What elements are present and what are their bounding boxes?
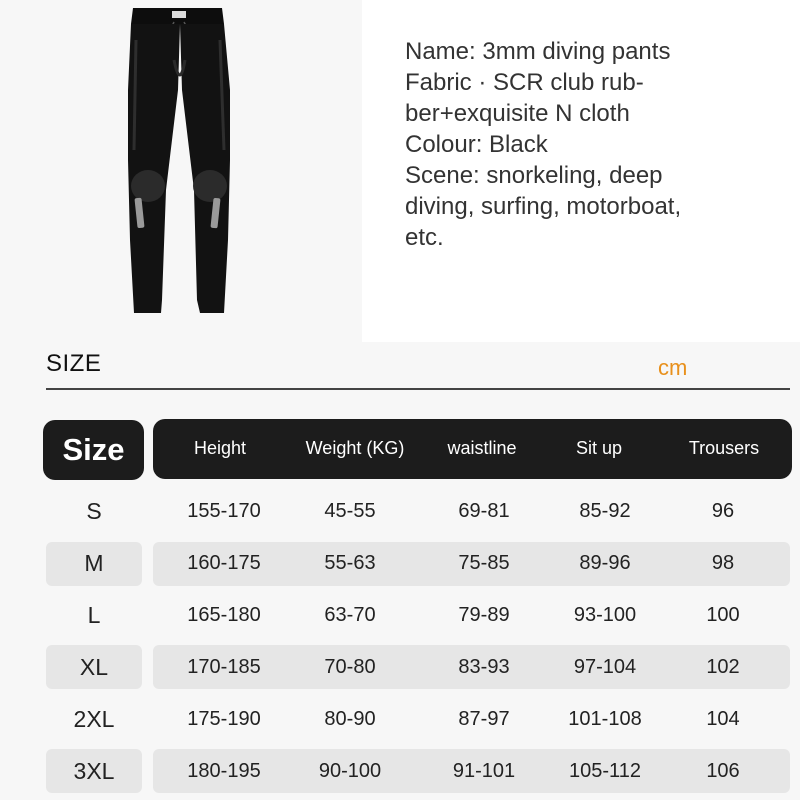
table-cell-height: 170-185 bbox=[187, 655, 261, 678]
table-cell-waistline: 75-85 bbox=[458, 551, 510, 574]
table-cell-trousers: 106 bbox=[706, 759, 740, 782]
description-scene-2: diving, surfing, motorboat, bbox=[405, 193, 682, 220]
table-cell-weight: 63-70 bbox=[324, 603, 376, 626]
table-cell-trousers: 100 bbox=[706, 603, 740, 626]
description-fabric-2: ber+exquisite N cloth bbox=[405, 100, 630, 127]
description-name: Name: 3mm diving pants bbox=[405, 38, 671, 65]
table-cell-sit-up: 105-112 bbox=[569, 759, 641, 782]
table-cell-waistline: 69-81 bbox=[458, 499, 510, 522]
diving-pants-image bbox=[100, 0, 260, 320]
table-cell-waistline: 79-89 bbox=[458, 603, 510, 626]
table-cell-weight: 80-90 bbox=[324, 707, 376, 730]
table-cell-trousers: 96 bbox=[711, 499, 735, 522]
description-scene-3: etc. bbox=[405, 224, 444, 251]
description-colour: Colour: Black bbox=[405, 131, 548, 158]
table-cell-sit-up: 97-104 bbox=[573, 655, 637, 678]
size-label: M bbox=[84, 549, 104, 576]
section-divider bbox=[46, 388, 790, 390]
size-label: S bbox=[86, 497, 102, 524]
table-cell-weight: 55-63 bbox=[324, 551, 376, 574]
table-cell-height: 155-170 bbox=[187, 499, 261, 522]
header-weight: Weight (KG) bbox=[305, 437, 405, 458]
size-column-header: Size bbox=[43, 420, 144, 480]
size-label: 3XL bbox=[73, 757, 115, 784]
header-trousers: Trousers bbox=[688, 437, 760, 458]
description-scene-1: Scene: snorkeling, deep bbox=[405, 162, 663, 189]
size-section-title: SIZE bbox=[46, 350, 102, 377]
table-header bbox=[153, 419, 792, 479]
table-cell-sit-up: 101-108 bbox=[568, 707, 642, 730]
table-cell-height: 165-180 bbox=[187, 603, 261, 626]
header-sit-up: Sit up bbox=[575, 437, 623, 458]
size-label: XL bbox=[79, 653, 109, 680]
table-cell-sit-up: 85-92 bbox=[579, 499, 631, 522]
table-cell-waistline: 83-93 bbox=[458, 655, 510, 678]
size-label: L bbox=[87, 601, 101, 628]
table-cell-trousers: 102 bbox=[706, 655, 740, 678]
table-cell-weight: 70-80 bbox=[324, 655, 376, 678]
size-label: 2XL bbox=[73, 705, 115, 732]
header-waistline: waistline bbox=[447, 437, 517, 458]
table-cell-weight: 45-55 bbox=[324, 499, 376, 522]
table-cell-height: 160-175 bbox=[187, 551, 261, 574]
description-fabric-1: Fabric · SCR club rub- bbox=[405, 69, 644, 96]
table-cell-trousers: 104 bbox=[706, 707, 740, 730]
table-cell-height: 175-190 bbox=[187, 707, 261, 730]
table-cell-waistline: 91-101 bbox=[452, 759, 516, 782]
table-cell-trousers: 98 bbox=[711, 551, 735, 574]
unit-label: cm bbox=[658, 355, 688, 380]
table-cell-sit-up: 89-96 bbox=[579, 551, 631, 574]
table-cell-sit-up: 93-100 bbox=[573, 603, 637, 626]
table-cell-waistline: 87-97 bbox=[458, 707, 510, 730]
table-cell-weight: 90-100 bbox=[318, 759, 382, 782]
product-description bbox=[405, 36, 725, 253]
table-cell-height: 180-195 bbox=[187, 759, 261, 782]
header-height: Height bbox=[193, 437, 247, 458]
